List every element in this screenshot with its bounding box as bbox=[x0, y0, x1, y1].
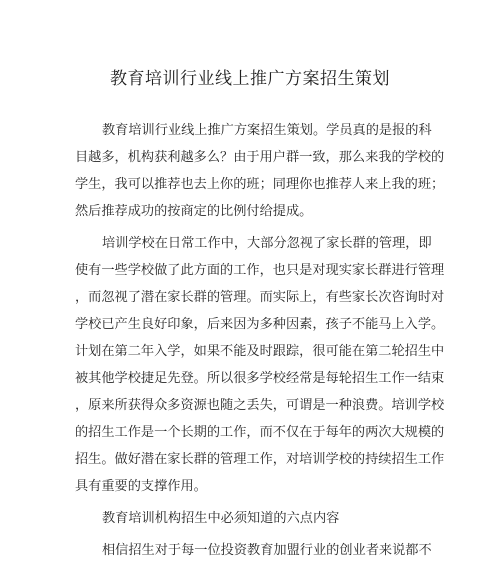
paragraph-2-line-4: 学校已产生良好印象，后来因为多种因素，孩子不能马上入学。 bbox=[75, 317, 445, 332]
paragraph-1-line-1: 教育培训行业线上推广方案招生策划。学员真的是报的科 bbox=[102, 123, 432, 138]
paragraph-2-line-10: 具有重要的支撑作用。 bbox=[75, 479, 207, 494]
paragraph-2-line-9: 招生。做好潜在家长群的管理工作，对培训学校的持续招生工作 bbox=[75, 452, 445, 467]
paragraph-1-line-3: 学生，我可以推荐也去上你的班；同理你也推荐人来上我的班； bbox=[75, 177, 445, 192]
document-title: 教育培训行业线上推广方案招生策划 bbox=[110, 69, 390, 89]
paragraph-1-line-2: 目越多，机构获利越多么？由于用户群一致，那么来我的学校的 bbox=[75, 150, 445, 165]
paragraph-2-line-8: 的招生工作是一个长期的工作，而不仅在于每年的两次大规模的 bbox=[75, 425, 445, 440]
paragraph-3-line-1: 相信招生对于每一位投资教育加盟行业的创业者来说都不 bbox=[102, 543, 432, 558]
paragraph-2-line-3: ，而忽视了潜在家长群的管理。而实际上，有些家长次咨询时对 bbox=[75, 290, 445, 305]
paragraph-2-line-5: 计划在第二年入学，如果不能及时跟踪，很可能在第二轮招生中 bbox=[75, 344, 445, 359]
paragraph-2-line-2: 使有一些学校做了此方面的工作，也只是对现实家长群进行管理 bbox=[75, 263, 445, 278]
paragraph-1-line-4: 然后推荐成功的按商定的比例付给提成。 bbox=[75, 204, 313, 219]
paragraph-2-line-1: 培训学校在日常工作中，大部分忽视了家长群的管理，即 bbox=[102, 236, 432, 251]
paragraph-2-line-6: 被其他学校捷足先登。所以很多学校经常是每轮招生工作一结束 bbox=[75, 371, 445, 386]
section-subheading: 教育培训机构招生中必须知道的六点内容 bbox=[102, 511, 340, 526]
paragraph-2-line-7: ，原来所获得众多资源也随之丢失，可谓是一种浪费。培训学校 bbox=[75, 398, 445, 413]
